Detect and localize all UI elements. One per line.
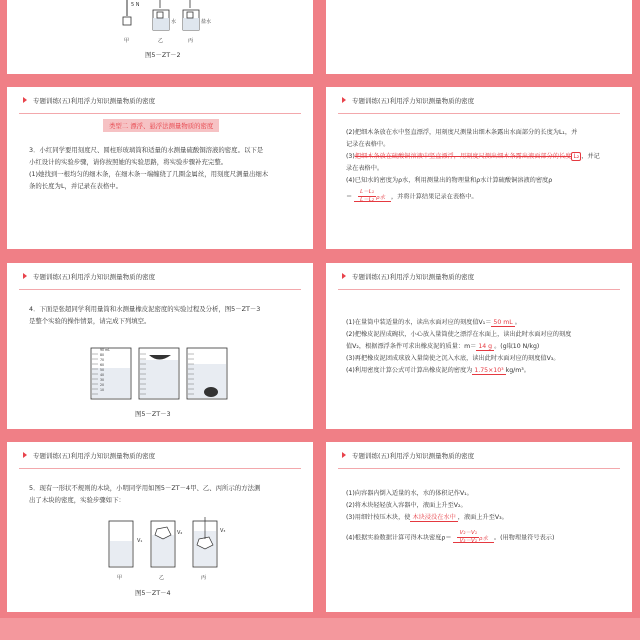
text-tail: ，并将计算结果记录在表格中。 bbox=[390, 193, 478, 201]
figure-caption: 图5－ZT－2 bbox=[145, 51, 181, 59]
answer-fill: 木块浸没在水中 bbox=[412, 514, 456, 521]
text-lead: (4)利用密度计算公式可计算出橡皮泥的密度为 bbox=[346, 367, 473, 374]
slide-header bbox=[326, 87, 632, 113]
formula-answer bbox=[354, 189, 391, 203]
text-line: (3)再把橡皮泥团成球放入量筒使之沉入水底，读出此时水面对应的刻度值V₃。 bbox=[346, 355, 560, 362]
answer-fill: 1.75×10³ bbox=[474, 367, 504, 374]
figure-caption: 图5－ZT－4 bbox=[135, 589, 171, 597]
text-line bbox=[346, 341, 571, 353]
answer-text bbox=[346, 488, 554, 545]
fraction-denominator: L－L₂ bbox=[360, 197, 374, 203]
answer-text bbox=[346, 127, 600, 204]
label-yi: 乙 bbox=[159, 575, 165, 581]
slide-3 bbox=[7, 87, 313, 249]
bottom-bar bbox=[0, 618, 640, 640]
fraction bbox=[457, 530, 478, 545]
slide-title: 专题训练(五)利用浮力知识测量物质的密度 bbox=[33, 272, 156, 281]
text-line: 3．小红同学要用刻度尺、圆柱形玻璃筒和适量的水测量硫酸铜溶液的密度。以下是 bbox=[29, 146, 264, 154]
answer-text bbox=[346, 317, 571, 377]
label-jia: 甲 bbox=[124, 38, 130, 44]
slide-7 bbox=[7, 442, 313, 612]
label-jia: 甲 bbox=[117, 575, 123, 581]
slide-4 bbox=[326, 87, 632, 249]
slide-title: 专题训练(五)利用浮力知识测量物质的密度 bbox=[352, 272, 475, 281]
formula-line bbox=[346, 530, 554, 545]
text-tail: ，液面上升至V₃。 bbox=[457, 514, 508, 521]
text-tail: 。 bbox=[514, 319, 521, 326]
slide-2 bbox=[326, 0, 632, 74]
text-tail: 。(用物理量符号表示) bbox=[493, 534, 555, 542]
text-line: 是整个实验的操作情景，请完成下列填空。 bbox=[29, 317, 151, 325]
text-line: (2)将木块轻轻放入容器中，液面上升至V₂。 bbox=[346, 502, 467, 509]
rho-water: ρ水 bbox=[376, 194, 385, 201]
text-lead: (4)根据实验数据计算可得木块密度ρ＝ bbox=[346, 534, 452, 542]
figure-measuring-cylinders bbox=[89, 346, 229, 401]
text-line: (2)把橡皮泥捏成碗状，小心放入量筒使之漂浮在水面上，读出此时水面对应的刻度 bbox=[346, 331, 572, 338]
text-line: 出了木块的密度，实验步骤如下： bbox=[29, 496, 125, 504]
text-lead: (3)用细针按压木块，使 bbox=[346, 514, 411, 521]
divider bbox=[19, 468, 301, 469]
text-line: 条的长度为L，并记录在表格中。 bbox=[29, 182, 123, 190]
text-line bbox=[346, 317, 571, 329]
slide-8 bbox=[326, 442, 632, 612]
question-text bbox=[29, 144, 268, 192]
fraction bbox=[358, 189, 376, 204]
figure-wood-block-containers bbox=[105, 517, 225, 575]
scale-label: 80 bbox=[100, 353, 105, 357]
header-triangle-icon bbox=[342, 452, 346, 458]
liquid-label-saltwater: 盐水 bbox=[201, 19, 212, 25]
header-triangle-icon bbox=[23, 97, 27, 103]
slide-5 bbox=[7, 263, 313, 429]
scale-label: 20 bbox=[100, 383, 105, 387]
equals-sign: ＝ bbox=[346, 193, 353, 201]
liquid-label-water: 水 bbox=[171, 19, 177, 25]
header-triangle-icon bbox=[342, 273, 346, 279]
text-line: (1)向容器内倒入适量的水，水的体积记作V₁。 bbox=[346, 490, 473, 497]
cylinder-scale-1 bbox=[100, 348, 110, 393]
scale-label: 50 bbox=[100, 368, 105, 372]
text-line: 录在表格中。 bbox=[346, 165, 384, 172]
answer-fill: 把细木条放在硫酸铜溶液中竖直漂浮，用刻度尺测出细木条露出液面部分的长度 bbox=[354, 153, 572, 160]
fraction-numerator: V₂－V₁ bbox=[459, 530, 477, 536]
slide-header bbox=[7, 263, 313, 289]
text-line bbox=[346, 151, 600, 163]
text-line: 4．下面是张超同学利用量筒和水测量橡皮泥密度的实验过程及分析，图5－ZT－3 bbox=[29, 305, 261, 313]
formula-line bbox=[346, 189, 600, 204]
label-bing: 丙 bbox=[201, 575, 207, 581]
slide-title: 专题训练(五)利用浮力知识测量物质的密度 bbox=[33, 451, 156, 460]
step-number: (3) bbox=[346, 153, 355, 160]
slide-title: 专题训练(五)利用浮力知识测量物质的密度 bbox=[352, 451, 475, 460]
question-text bbox=[29, 303, 260, 327]
divider bbox=[338, 289, 620, 290]
header-triangle-icon bbox=[23, 273, 27, 279]
header-triangle-icon bbox=[23, 452, 27, 458]
v3-label: V₃ bbox=[220, 528, 226, 534]
scale-label: 30 bbox=[100, 378, 105, 382]
divider bbox=[338, 113, 620, 114]
answer-fill: 50 mL bbox=[493, 319, 513, 326]
figure-caption: 图5－ZT－3 bbox=[135, 410, 171, 418]
divider bbox=[19, 113, 301, 114]
text-line bbox=[346, 365, 571, 377]
fraction-numerator: L－L₁ bbox=[360, 189, 374, 195]
header-triangle-icon bbox=[342, 97, 346, 103]
v1-label: V₁ bbox=[137, 538, 143, 544]
scale-label: 70 bbox=[100, 358, 105, 362]
text-line: 5．现有一形状不规则的木块，小明同学用如图5－ZT－4甲、乙、丙所示的方法测 bbox=[29, 484, 261, 492]
slide-1 bbox=[7, 0, 313, 74]
question-text bbox=[29, 482, 260, 506]
divider bbox=[338, 468, 620, 469]
answer-fill: 14 g bbox=[478, 343, 493, 350]
fraction-denominator: V₃－V₁ bbox=[459, 538, 477, 544]
slide-header bbox=[7, 442, 313, 468]
text-tail: ，并记 bbox=[581, 153, 600, 160]
slide-title: 专题训练(五)利用浮力知识测量物质的密度 bbox=[33, 96, 156, 105]
text-line: (4)已知水的密度为ρ水，利用测量出的物理量和ρ水计算硫酸铜溶液的密度ρ bbox=[346, 177, 553, 184]
scale-label: 60 bbox=[100, 363, 105, 367]
text-line: (1)她找到一根均匀的细木条，在细木条一端缠绕了几圈金属丝，用刻度尺测量出细木 bbox=[29, 170, 269, 178]
rho-water: ρ水 bbox=[478, 535, 488, 542]
text-line: 记录在表格中。 bbox=[346, 141, 390, 148]
label-bing: 丙 bbox=[188, 38, 194, 44]
text-line: 小红设计的实验步骤，请你按照她的实验思路，将实验步骤补充完整。 bbox=[29, 158, 228, 166]
divider bbox=[19, 289, 301, 290]
scale-label: 5 N bbox=[131, 2, 140, 8]
slide-title: 专题训练(五)利用浮力知识测量物质的密度 bbox=[352, 96, 475, 105]
v2-label: V₂ bbox=[177, 530, 183, 536]
slide-6 bbox=[326, 263, 632, 429]
label-yi: 乙 bbox=[158, 38, 164, 44]
text-lead: 值V₂，根据漂浮条件可求出橡皮泥的质量：m＝ bbox=[346, 343, 477, 350]
text-line: (2)把细木条放在水中竖直漂浮，用刻度尺测量出细木条露出水面部分的长度为L₁，并 bbox=[346, 129, 578, 136]
scale-label: 40 bbox=[100, 373, 105, 377]
slide-header bbox=[7, 87, 313, 113]
text-lead: (1)在量筒中装适量的水，读出水面对应的刻度值V₁＝ bbox=[346, 319, 492, 326]
text-line bbox=[346, 512, 554, 524]
slide-header bbox=[326, 442, 632, 468]
scale-label: 90 mL bbox=[100, 348, 110, 352]
scale-label: 10 bbox=[100, 388, 105, 392]
slide-header bbox=[326, 263, 632, 289]
text-tail: 。(g取10 N/kg) bbox=[494, 343, 540, 350]
type-tag: 类型二 漂浮、悬浮法测量物质的密度 bbox=[103, 119, 219, 132]
answer-symbol: L₂ bbox=[573, 153, 580, 160]
formula-answer bbox=[453, 530, 493, 544]
text-tail: kg/m³。 bbox=[505, 367, 530, 374]
